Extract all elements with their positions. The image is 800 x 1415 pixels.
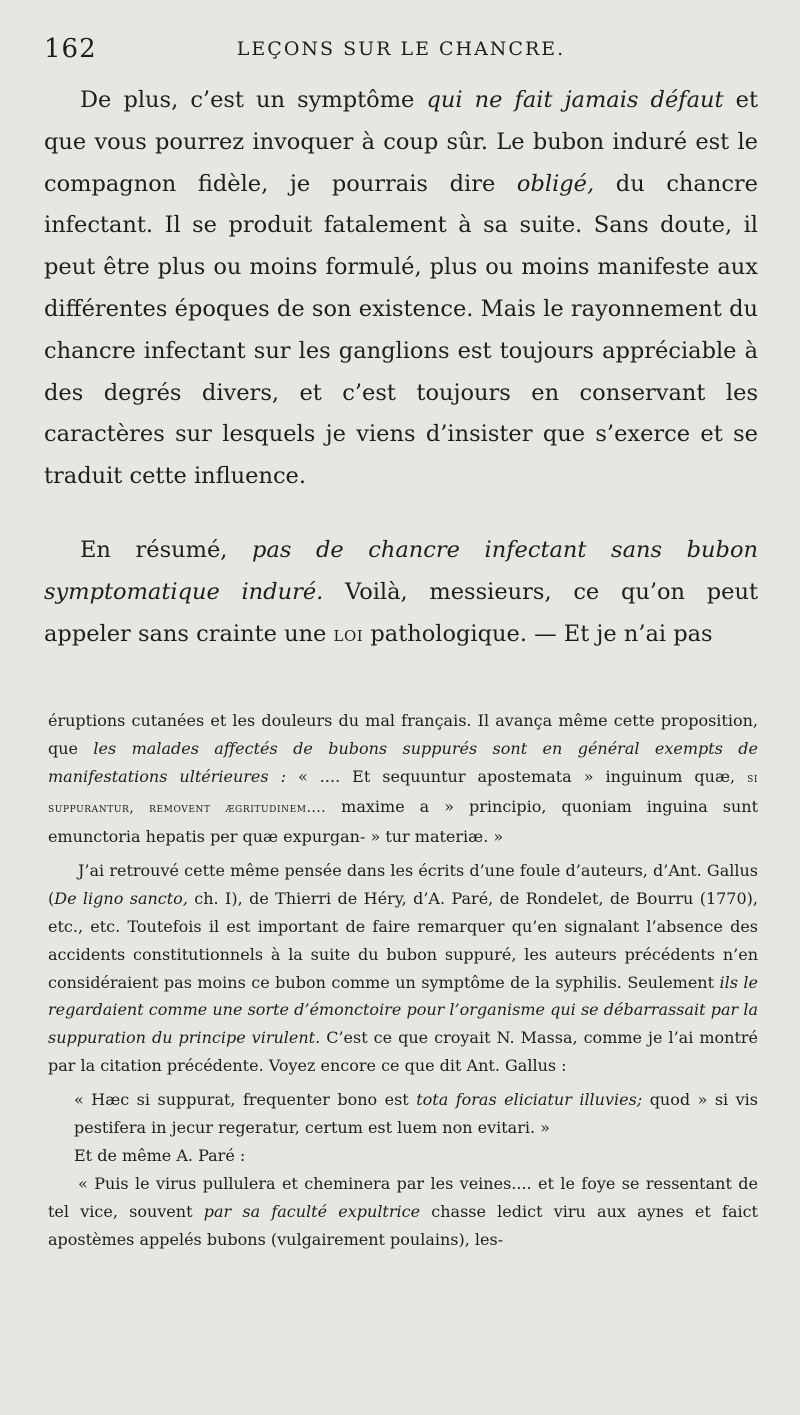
small-caps-run: loi <box>333 621 364 646</box>
text-run: De plus, c’est un symptôme <box>80 87 427 113</box>
footnote-attribution <box>44 1142 758 1170</box>
emphasis-run: les malades affectés de bubons suppurés sont en général exempts de manifestations ultérieures : <box>48 739 758 787</box>
emphasis-run: par sa faculté expultrice <box>203 1201 421 1221</box>
footnote-quote-2 <box>44 1170 758 1254</box>
text-run: « .... Et sequuntur apostemata » inguinum quæ, <box>286 767 748 787</box>
text-run: Et de même A. Paré : <box>74 1145 246 1165</box>
running-head <box>44 0 758 80</box>
footnote-quote-1 <box>44 1086 758 1142</box>
running-title: LEÇONS SUR LE CHANCRE. <box>236 38 566 60</box>
body-paragraph-2 <box>44 530 758 655</box>
footnote-paragraph-2 <box>44 857 758 1080</box>
page-number: 162 <box>44 34 97 64</box>
emphasis-run: ils le regardaient comme une sorte d’émonctoire pour l’organisme qui se débarrassait par la suppuration du principe virulent. <box>48 972 758 1048</box>
emphasis-run: obligé, <box>516 170 595 197</box>
emphasis-run: De ligno sancto, <box>54 888 188 908</box>
emphasis-run: qui ne fait jamais défaut <box>426 87 724 113</box>
text-run: ch. I), de Thierri de Héry, d’A. Paré, de Rondelet, de Bourru (1770), etc., etc. Toutefois il est important de faire remarquer qu’en signalant l’absence des accidents constitutionnels à la suite du bubon suppuré, les auteurs précédents n’en considéraient pas moins ce bubon comme un symptôme de la syphilis. Seulement <box>48 888 758 992</box>
text-run: éruptions cutanées et les douleurs du mal français. Il avança même cette proposition, que <box>48 711 758 759</box>
text-run: chasse ledict viru aux aynes et faict apostèmes appelés bubons (vulgairement poulains), les- <box>48 1201 758 1249</box>
text-run: « Hæc si suppurat, frequenter bono est <box>74 1090 417 1110</box>
text-run: du chancre infectant. Il se produit fatalement à sa suite. Sans doute, il peut être plus ou moins formulé, plus ou moins manifeste aux différentes époques de son existence. Mais le rayonnement du chancre infectant sur les ganglions est toujours appréciable à des degrés divers, et c’est toujours en conservant les caractères sur lesquels je viens d’insister que s’exerce et se traduit cette influence. <box>44 170 758 490</box>
text-run: Voilà, messieurs, ce qu’on peut appeler sans crainte une <box>44 578 758 647</box>
text-run: « Puis le virus pullulera et cheminera par les veines.... et le foye se ressentant de tel vice, souvent <box>48 1173 758 1221</box>
footnote-separator <box>44 655 758 707</box>
text-run: quod » si vis pestifera in jecur regeratur, certum est luem non evitari. » <box>74 1090 759 1138</box>
text-run: pathologique. — Et je n’ai pas <box>363 620 713 647</box>
text-run: En résumé, <box>80 536 253 563</box>
body-paragraph-1 <box>44 80 758 498</box>
footnote <box>44 707 758 1253</box>
text-run: maxime a » principio, quoniam inguina sunt emunctoria hepatis per quæ expurgan- » tur materiæ. » <box>48 797 758 846</box>
small-caps-run: si suppurantur, removent ægritudinem.... <box>48 770 758 817</box>
emphasis-run: tota foras eliciatur illuvies; <box>416 1090 643 1110</box>
emphasis-run: pas de chancre infectant sans bubon symptomatique induré. <box>44 536 758 605</box>
text-run: J’ai retrouvé cette même pensée dans les écrits d’une foule d’auteurs, d’Ant. Gallus ( <box>48 860 758 908</box>
footnote-paragraph-1 <box>44 707 758 851</box>
text-run: et que vous pourrez invoquer à coup sûr. Le bubon induré est le compagnon fidèle, je pourrais dire <box>44 87 758 197</box>
text-run: C’est ce que croyait N. Massa, comme je l’ai montré par la citation précédente. Voyez encore ce que dit Ant. Gallus : <box>48 1028 758 1076</box>
